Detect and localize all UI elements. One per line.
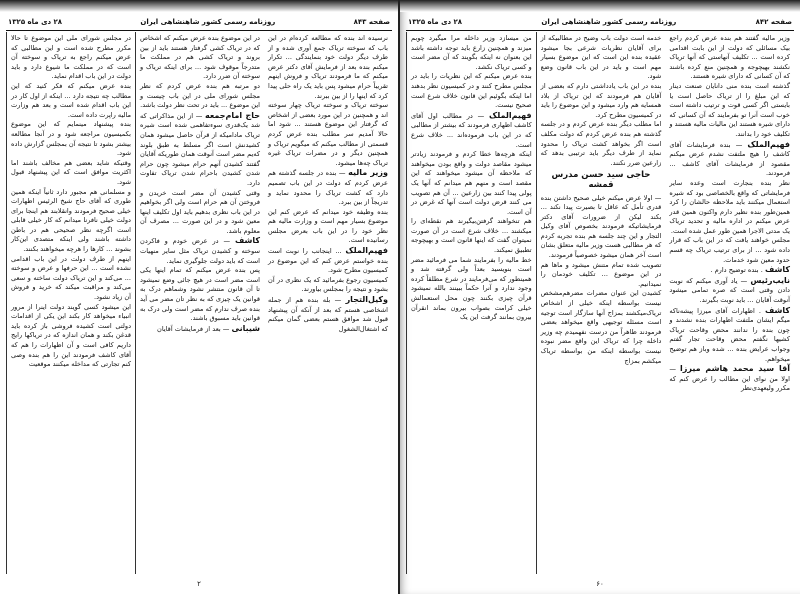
speaker-name: وکیل‌التجار [345,295,388,305]
body-paragraph: بنده عرض میکنم که این نظریات را باید در مجلس مطرح کنند و در کمیسیون نظر بدهند اما اینکه بگوئیم این قانون خلاف شرع است صحیح نیست. [410,72,532,110]
speaker-paragraph [411,111,532,150]
speech-text: — بنده فرمایشات آقای کاشف را هیچ ملتفت نشدم عرض میکنم مقصود از فرمایشات آقای کاشف ... فرمودند. [669,140,790,178]
body-paragraph: دو مرتبه هم بنده عرض کردم که نظر مجلس شورای ملی در این باب چیست و این موضوع ... باید در تحت نظر دولت باشد. [140,81,260,110]
text-column [406,32,536,574]
text-column [665,32,794,574]
speaker-paragraph [268,295,388,334]
body-paragraph: مجلس خواهند یافت که در این باب که قرار داده شود ... از برای ترتیب تریاک چه قسم حدود معین شود خدمات. [669,236,790,264]
speaker-paragraph [268,246,388,276]
body-paragraph: نظر بنده بنجارت است وعده سایر فرمایشاتی که واقع بالخصاصی بود که شیره استعمال میکنند باید ملاحظه حالشان را کرد همین‌طور بنده نظیر دارم واکنون همین قدر عرض میکنم در اداره مالیه و تحدید تریاک یک مدتی الاجرا همین طور عمل شده است. [669,178,790,235]
speaker-paragraph [669,265,790,276]
speaker-paragraph [140,324,260,335]
speaker-paragraph [669,276,790,306]
running-header [8,16,390,28]
page-number: صفحه ۸۴۲ [755,18,792,26]
issue-date: ۲۸ دی ماه ۱۳۲۵ [408,18,463,26]
header-rule [406,30,794,31]
speaker-name: وزیر مالیه [348,168,388,178]
body-paragraph: و مسلمانی هم مجبور دارد ثانیاً اینکه همین طوری که آقای حاج شیخ الرئیس اظهارات خیلی صحیح فرمودند وانقلابند هم اینجا برای دولت خیلی نافرنا میدانم که کار خیلی قابلی است اگرچه نظر صحیحی هم در باطن داشته باشند ولی اینکه متصدی این‌کار بشوند ... کارها را هرچه میخواهند بکنند. [11,187,131,254]
body-paragraph: خدمه است دولت باب وضیح در مطالبیکه از برای آقایان نظریات شرعی بجا میشود عقیده بنده این است که این موضوع بسیار مهم است و باید در این باب قانون وضع شود. [540,34,662,81]
running-header [408,16,792,28]
body-paragraph: کمیسیون رجوع بفرمائید که یک نظری در آن بشود و نتیجه را بمجلس بیاورند. [268,275,388,294]
speaker-paragraph [140,236,260,266]
body-paragraph: کشیدن این عنوان مضرات مضرهم‌مشخص نیست بواسطه اینکه خیلی از اشخاص تریاک‌میکشند بمزاج آنها سازگار است توجیه است مسئله توجیهی واقع میخواهد بعضی فرمودند ظاهراً من درست نفهمیدم چه وزیر داخله چرا که تریاک این واقع مضر نبوده نیست بواسطه اینکه من بواسطه تریاک میکشم بمزاج [540,289,662,365]
text-column [264,32,392,574]
speaker-name: نایب‌رئیس [750,275,790,285]
speech-text: — اولا من نوای این مطالب را عرض کنم که مکرر ولیعهدی‌نظر [669,365,790,393]
body-paragraph: در مجلس شورای ملی این موضوع تا حالا مکرر مطرح شده است و این مطالبی که عرض میکنم راجع به تریاک و سوخته آن است که در مملکت ما شیوع دارد و باید دولت در این باب اقدام نماید. [11,34,131,81]
speaker-name: فهیم‌الملک [747,139,790,149]
body-paragraph: — اولا عرض میکنم خیلی صحیح داشتن بنده قدری تأمل که عاقل تا بصیرت پیدا نکند ... بکند لیکن از ضرورات آقای دکتر فرمایشاتیکه فرمودند بخصوص آقای وکیل التجار و این چند جلسه هم بنده تجربه کردم که هر مطالبی هست وزیر مالیه متعلق بشان است آخر همان میشود خصوصیاً فرمودند. [540,193,662,260]
body-paragraph: تصویب شده تمام متنش میشود و ماها هم در این موضوع ... تکلیف خودمان را نمیدانیم. [540,260,662,288]
speaker-paragraph [669,140,790,179]
speaker-name: فهیم‌الملک [345,246,388,256]
body-paragraph: وقتیکه شاید بعضی هم مخالف باشند اما اکثریت موافق است که این پیشنهاد قبول شود. [11,158,131,186]
folio-number: ۶۰ [596,580,604,588]
speech-text: — بله بنده هم از جمله اشخاصی هستم که بعد از آنکه آن پیشنهاد قبول شد موافق هستم بعضی گمان میکنم که اشتغال‌الشغول [268,296,388,333]
speech-text: — یاد آوری میکنم که نوبت دادن وقتی است که صره تمامی میشود آنوقت آقایان ... باید نوبت بگیرند. [669,276,790,305]
speech-text: — در عرض خودم و فاکردن سوخته و کشیدن تریاک مثل سایر منهیات است که باید دولت جلوگیری نماید. [140,237,260,265]
speaker-paragraph [140,111,260,189]
speech-text: — بعد از فرمایشات آقایان [156,324,232,333]
body-paragraph: بنده وظیفه خود میدانم که عرض کنم این موضوع بسیار مهم است و وزارت مالیه هم نظر خود را در این باب بعرض مجلس رسانیده است. [268,207,388,245]
body-paragraph: این میشود کسی گویند دولت اینرا از مرور انبیاء میخواهد کار بکند این یکی از اقدامات دولتی است کشیده فروشی باز کرده باید قدغن بکند و همان اندازه که در تریاکها رایج داریم کافی است و آن اظهارات را هم که آقای کاشف فرمودند این را هم بنده وصی کنم تجارتی که مداخله میکنند موقعیت [11,302,131,369]
column-set [406,32,794,574]
speech-text: . بنده توضیح دارم . [710,266,765,275]
body-paragraph: خط مالیه را بفرمایند شما می فرمائید مضر است بنویسید بعداً ولی گرفته شد و همینطور که می‌فرمایند در شرع مطلقاً کرده وجود ندارد و آنرا حکماً ببینند بالله نمیشود قرآن چیزی بکنند چون محل استعمالش خیلی کرامت بصواب بیرون بماند انقرآن بیرون بمانند گرفت این یک [410,255,532,322]
newspaper-title: روزنامه رسمی کشور شاهنشاهی ایران [140,18,276,26]
speaker-paragraph [669,364,790,394]
body-paragraph: پس بنده عرض میکنم که تمام اینها یکی است مضر است در هیچ جائی وضع نمیشود تا آن قانون منتشر نشود وشماهم درک به قوانین یک چیزی که به نظر تان مضر می آید بنده صرف ندارم که مضر است ولی درک به قوانین باید مسبوق باشند. [140,266,260,323]
speech-text: — بنده در جلسه گذشته هم عرض کردم که دولت در این باب تصمیم دارد که کشت تریاک را محدود نماید و تدریجاً از بین ببرد. [268,169,388,207]
scan-shadow [400,0,800,12]
speaker-paragraph [669,306,790,365]
body-paragraph: وقتی کشیدن آن مضر است خریدن و فروختن آن هم حرام است ولی اگر بخواهیم در این باب نظری بدهیم باید اول تکلیف اینها معین شود و در این صورت ... مصرف آن معلوم باشد. [140,188,260,235]
speaker-name: شیبانی [231,323,260,333]
body-paragraph: بنده پیشنهاد مینمایم که این موضوع بکمیسیون مراجعه شود و در آنجا مطالعه بیشتر بشود تا نتیجه آن بمجلس گزارش داده شود. [11,120,131,158]
body-paragraph: گذشته است بنده منی دانایان صنعت دینار که این مبلغ را از تریاک حاصل است یا بایستی اگر کسی قوت و ترتیب داشته است خوب است آنرا تو بفرمایند که آن کسانی که دارای شیره هستند این مالیات مالیه هستند و تکلیف خود را بدانند. [669,81,790,138]
newspaper-title: روزنامه رسمی کشور شاهنشاهی ایران [541,18,677,26]
body-paragraph: اما مطلب دیگر بنده عرض کردم و در جلسه گذشته هم بنده عرض کردم که دولت مکلف است اگر بخواهد کشت تریاک را محدود نماید از طرف دیگر باید ترتیبی بدهد که زارعین ضرر نکنند. [540,120,662,167]
body-paragraph: در این موضوع بنده عرض میکنم که اشخاص که در تریاک کشی گرفتار هستند باید از بین بروند و تریاک کشی هم در مملکت ما متدرجاً موقوف شود ... برای اینکه تریاک و سوخته آن ضرر دارد. [140,34,260,81]
issue-date: ۲۸ دی ماه ۱۳۲۵ [8,18,63,26]
body-paragraph: بنده عرض میکنم که فکر کنید که این مطالب چه نتیجه دارد ... اینکه از اول کار در این باب اقدام شده است و بعد هم وزارت مالیه راپرت داده است. [11,81,131,119]
body-paragraph: وزیر مالیه گفتند هم بنده عرض کردم راجع بیک مسائلی که دولت از این بابت اقدامی کرده است ... تکلیف آنهاستی که آنها تریاک نکشند بهیچوجه و همچنین منع کرده باشند که آن کسانی که دارای شیره هستند. [669,34,790,81]
header-rule [6,30,392,31]
body-paragraph: بنده در این باب یادداشتی دارم که بعضی از آقایان هم فرمودند که این تریاک از بلاد همسایه هم وارد میشود و این موضوع را باید در کمیسیون مطرح کرد. [540,81,662,119]
page-number: صفحه ۸۴۳ [353,18,390,26]
body-paragraph: من میسازد وزیر داخله مرا میگیرد چوبم میزند و همچنین زارع باید توجه داشته باشد این بعنوان نه اینکه بگویند که آن مضر است و کسی تریاک نکشد. [410,34,532,71]
section-heading: حاجی سید حسن مدرس قمشه [551,170,651,190]
right-page [400,0,800,594]
speech-text: ... اینجانب را نوبت است بنده خواستم عرض کنم که این موضوع در کمیسیون مطرح شود. [268,247,388,275]
speech-text: . اظهارات آقای میرزا پیشه‌ناکه میگم ایشان ملتفت اظهارات بنده نشدند و چون بنده را ندانند محض وقاحت تریاک کشیها نگفتم محض وقاحت تجار گفتم وجواب عرایض بنده ... شده وباز هم توضیح میخواهم. [669,306,790,363]
column-set [6,32,392,574]
body-paragraph: نرسیده اند بنده که مطالعه کرده‌ام در این باب که سوخته تریاک جمع آوری شده و از طرف دیگر دولت خود بنمایندگی ... تکرار میکنم بنده بعد از فرمایش آقای دکتر عرض میکنم که ما فرمودند تریاک و فروش اینهم تقریباً حرام میشود پس باید یک راه حلی پیدا کرد که اینها را از بین ببرند. [268,34,388,100]
speaker-name: کاشف [234,236,260,246]
speaker-name: فهیم‌الملک [489,110,532,120]
speaker-name: کاشف [764,265,790,275]
speaker-name: حاج امام‌جمعه [205,110,260,120]
speech-text: — در مطالب اول آقای کاشف اظهاری فرمودند که بیشتر از مطالبی که در این باب فرموده‌اند ... خلاف شرع است. [410,111,532,149]
text-column [135,32,264,574]
body-paragraph: اینهم از طرف دولت در این باب اقدامی نشده است ... این حرفها و عرض و سوخته ... می‌کند و این تریاک دولت ساخته و سعی می‌کند و مراقبت میکند که خرید و فروش آن زیاد نشود. [11,254,131,302]
speaker-paragraph [268,168,388,207]
body-paragraph: اینکه هرچه‌ها خطا کردم و فرمودند زیادتر میشود مقاصد دولت و واقع بودن میخواهند که ملاحظه آن میشود میخواهند که این مقصد است و منهم هم میدانم که آنها یک پولی پیدا کنند بین زارعین ... آن هم تصویب می کنند قرض دولت است آنها که غرض در آن است. [410,150,532,216]
speaker-name: کاشف [764,305,790,315]
folio-number: ۲ [197,580,201,588]
scan-shadow [0,0,398,12]
body-paragraph: هم تنخواهند گرفتن‌بیگیرند هم نقطه‌ای را میکشند ... خلاف شرع است در آن صورت نمیتوان گفت که اینها قانون است و بهیچوجه تطبیق نمیکند. [410,217,532,255]
speaker-name: آقا سید محمد هاشم میرزا [680,364,790,374]
body-paragraph: سوخته تریاک و سوخته تریاک چهار سوخته اند و همچنین در این مورد بعضی از اشخاص که گرفتار این موضوع هستند ... شود اما حالا آمدیم سر مطلب بنده عرض کردم قسمتی از مطالب میکنم که میگویم تریاک و همچنین دیگر و در مضرات تریاک غیره تریاک چه‌ها میشود. [268,101,388,167]
text-column [536,32,666,574]
speech-text: — از این مذاکراتی که شد یک‌قدری سوءتفاهمی شده است شیره تریاک مادامیکه از قرآن حاصل میشود همان کشیدنش است اگر مسلط به طبق بلوند که‌یم مضر است آنوقت همان طوریکه آقایان گفتند کشیدن آنهم حرام میشود چون حرام شدن کشیدن باحرام شدن تریاک تفاوت دارد. [140,111,260,187]
text-column [6,32,135,574]
